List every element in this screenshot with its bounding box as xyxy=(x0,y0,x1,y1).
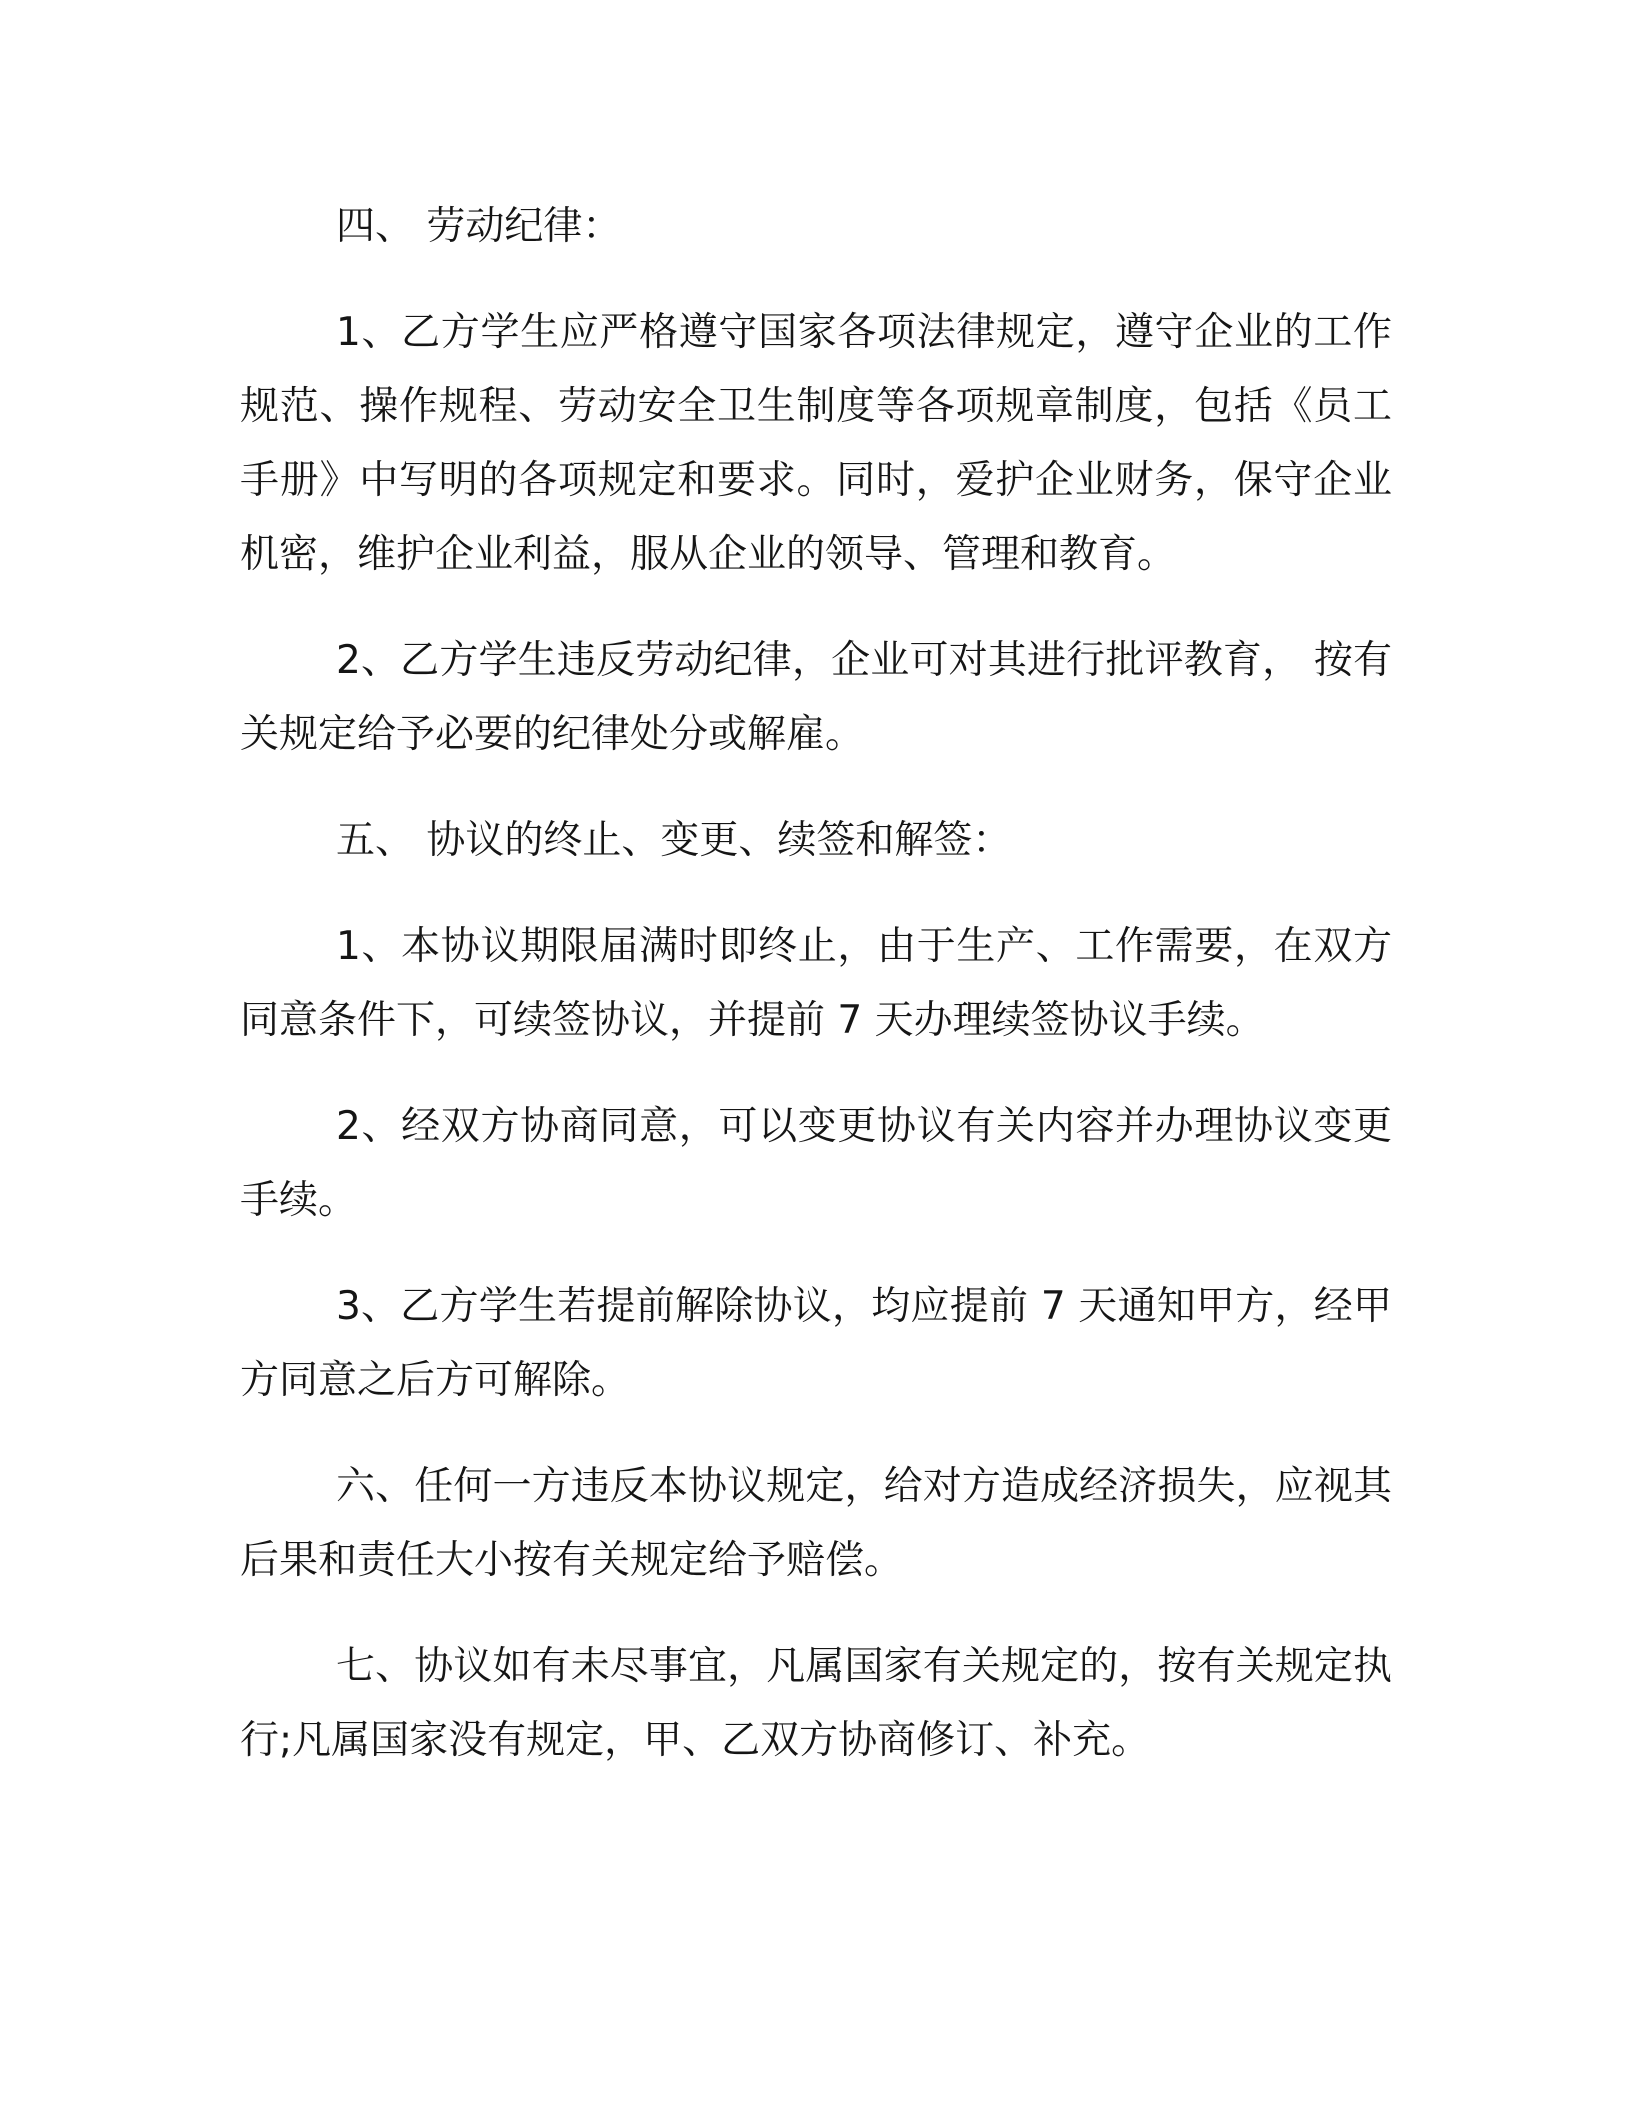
document-body xyxy=(240,190,1392,1810)
paragraph-termination-2: 2、经双方协商同意，可以变更协议有关内容并办理协议变更手续。 xyxy=(240,1104,1392,1223)
paragraph-unresolved-matters: 七、协议如有未尽事宜，凡属国家有关规定的，按有关规定执行;凡属国家没有规定，甲、乙双方协商修订、补充。 xyxy=(240,1644,1392,1763)
paragraph-compensation: 六、任何一方违反本协议规定，给对方造成经济损失，应视其后果和责任大小按有关规定给予赔偿。 xyxy=(240,1464,1392,1583)
section-heading-labor-discipline: 四、 劳动纪律： xyxy=(336,204,622,249)
paragraph-labor-discipline-2: 2、乙方学生违反劳动纪律，企业可对其进行批评教育， 按有关规定给予必要的纪律处分或解雇。 xyxy=(240,638,1392,757)
section-heading-agreement-termination: 五、 协议的终止、变更、续签和解签： xyxy=(336,818,1012,863)
paragraph-labor-discipline-1: 1、乙方学生应严格遵守国家各项法律规定，遵守企业的工作规范、操作规程、劳动安全卫生制度等各项规章制度，包括《员工手册》中写明的各项规定和要求。同时，爱护企业财务，保守企业机密，维护企业利益，服从企业的领导、管理和教育。 xyxy=(240,310,1392,577)
paragraph-termination-3: 3、乙方学生若提前解除协议，均应提前 7 天通知甲方，经甲方同意之后方可解除。 xyxy=(240,1284,1392,1403)
paragraph-termination-1: 1、本协议期限届满时即终止，由于生产、工作需要，在双方同意条件下，可续签协议，并提前 7 天办理续签协议手续。 xyxy=(240,924,1392,1043)
